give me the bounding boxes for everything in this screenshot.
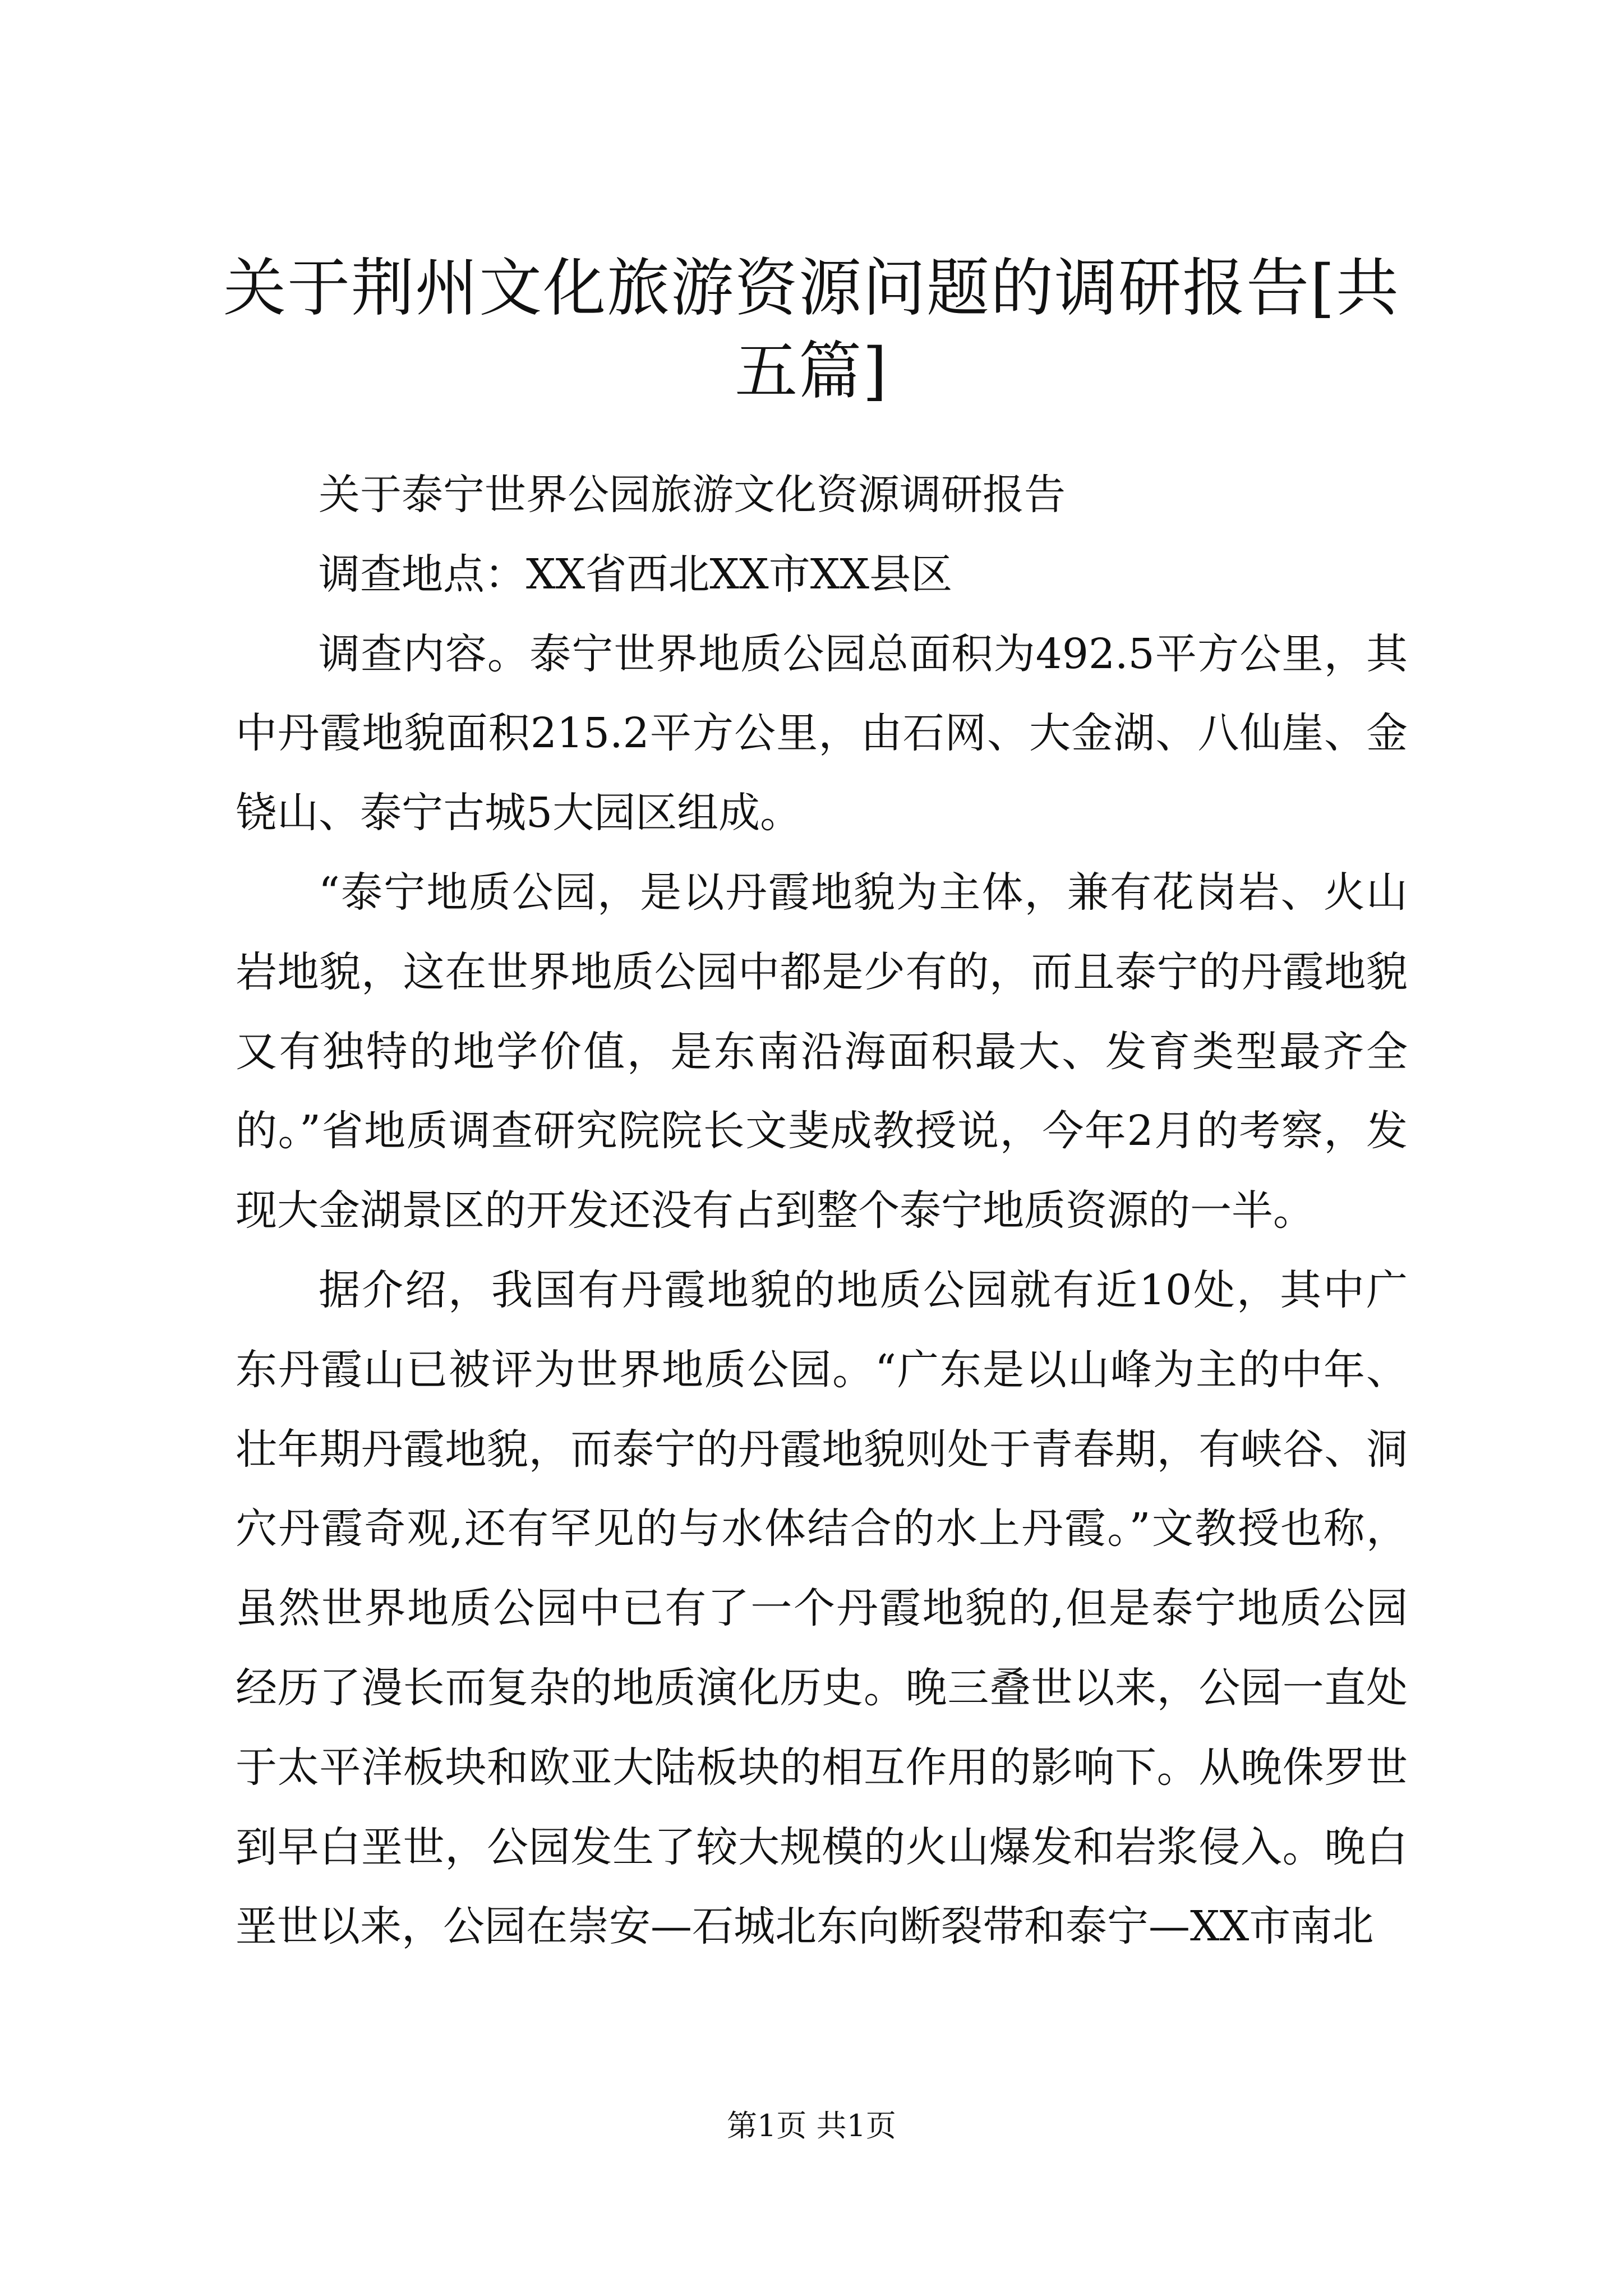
document-title: 关于荆州文化旅游资源问题的调研报告[共五篇]	[223, 252, 1400, 408]
page-footer: 第1页 共1页	[727, 2108, 896, 2143]
introduction-paragraph: 据介绍，我国有丹霞地貌的地质公园就有近10处，其中广东丹霞山已被评为世界地质公园。“广东是以山峰为主的中年、壮年期丹霞地貌，而泰宁的丹霞地貌则处于青春期，有峡谷、洞穴丹霞奇观,还有罕见的与水体结合的水上丹霞。”文教授也称，虽然世界地质公园中已有了一个丹霞地貌的,但是泰宁地质公园经历了漫长而复杂的地质演化历史。晚三叠世以来，公园一直处于太平洋板块和欧亚大陆板块的相互作用的影响下。从晚侏罗世到早白垩世，公园发生了较大规模的火山爆发和岩浆侵入。晚白垩世以来，公园在崇安—石城北东向断裂带和泰宁—XX市南北	[236, 1266, 1408, 1951]
survey-location-paragraph: 调查地点：XX省西北XX市XX县区	[319, 550, 953, 599]
subtitle-paragraph: 关于泰宁世界公园旅游文化资源调研报告	[319, 471, 1066, 519]
document-body	[236, 455, 1408, 1967]
survey-content-paragraph: 调查内容。泰宁世界地质公园总面积为492.5平方公里，其中丹霞地貌面积215.2平方公里，由石网、大金湖、八仙崖、金铙山、泰宁古城5大园区组成。	[236, 629, 1408, 838]
quote-paragraph: “泰宁地质公园，是以丹霞地貌为主体，兼有花岗岩、火山岩地貌，这在世界地质公园中都是少有的，而且泰宁的丹霞地貌又有独特的地学价值，是东南沿海面积最大、发育类型最齐全的。”省地质调查研究院院长文斐成教授说，今年2月的考察，发现大金湖景区的开发还没有占到整个泰宁地质资源的一半。	[236, 868, 1408, 1235]
